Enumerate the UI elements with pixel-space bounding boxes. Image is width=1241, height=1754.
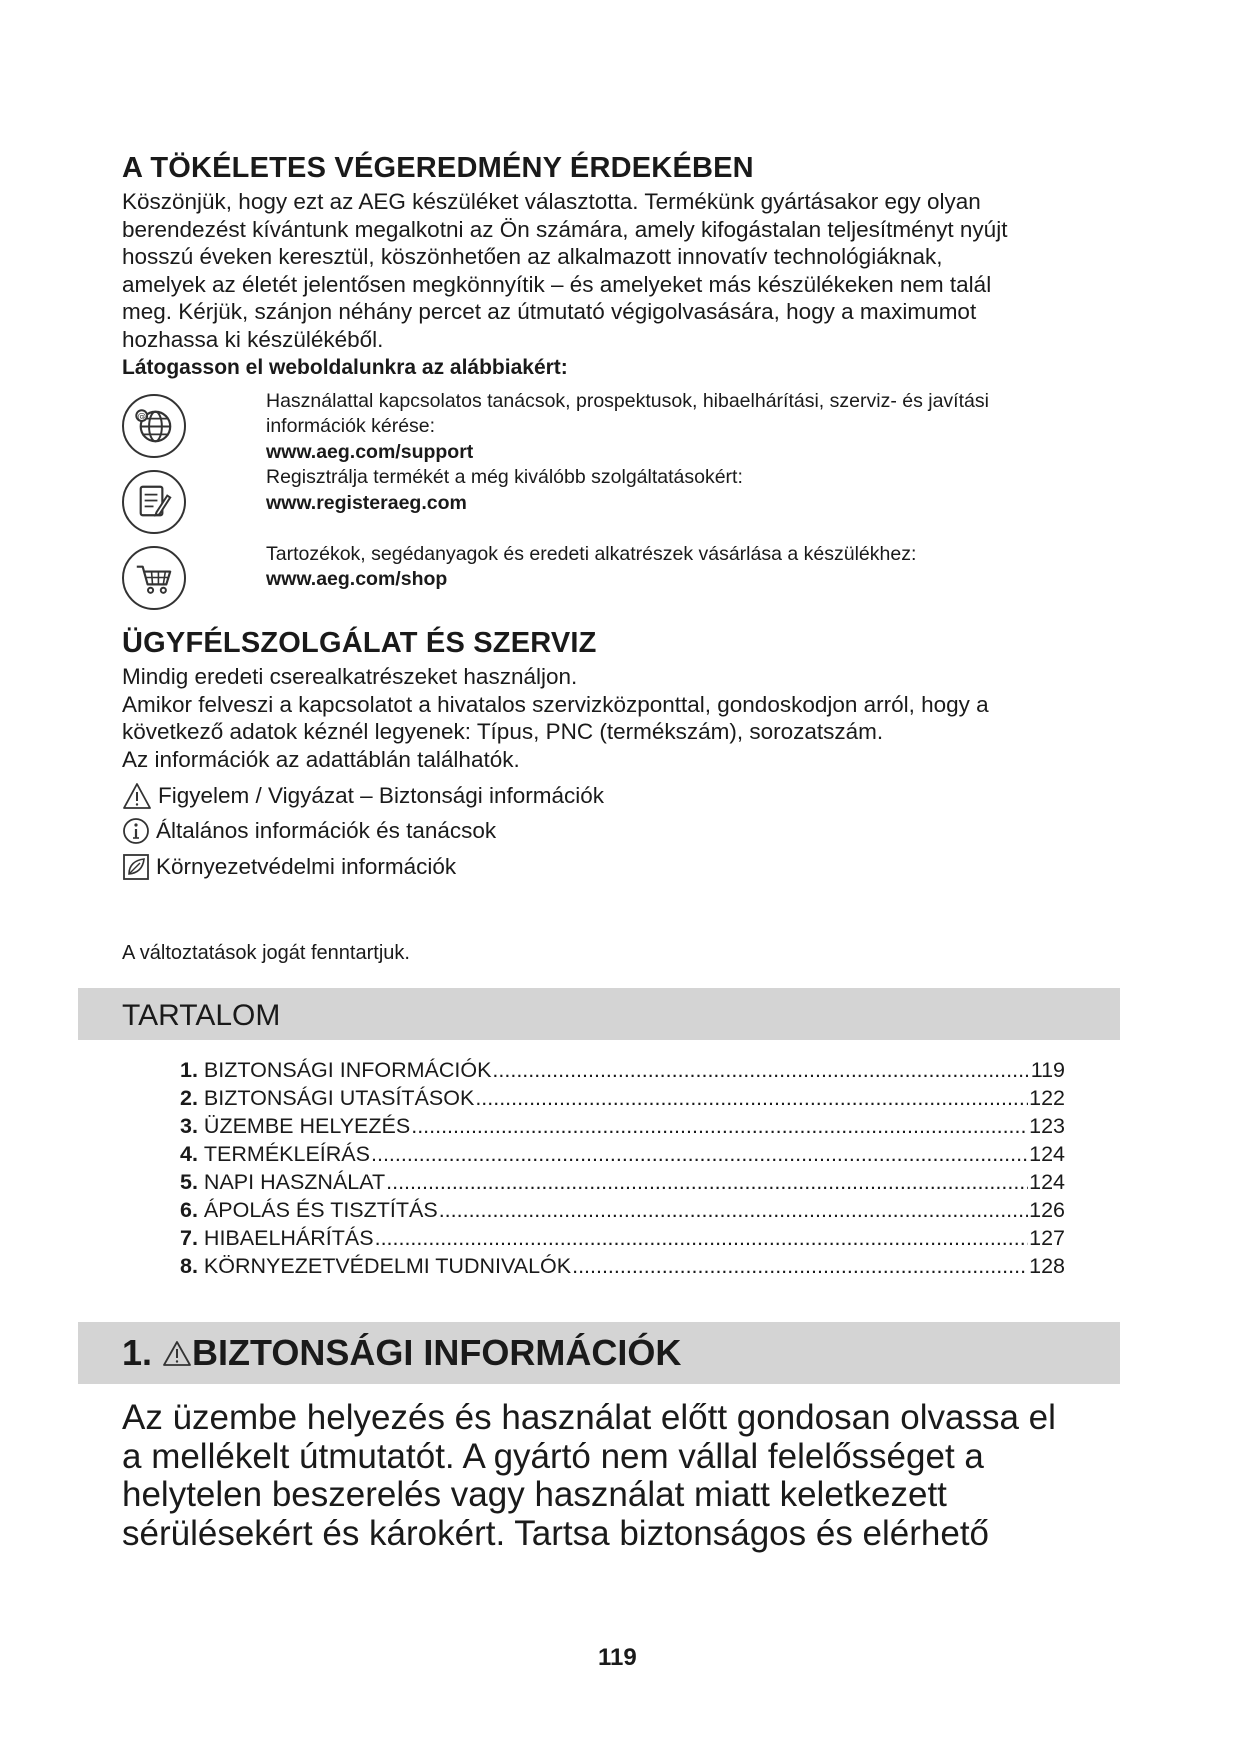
- toc-item-page: 124: [1029, 1170, 1065, 1194]
- toc-item-number: 3.: [180, 1114, 198, 1138]
- toc-item[interactable]: [180, 1226, 1065, 1251]
- safety-line: sérülésekért és károkért. Tartsa biztonságos és elérhető: [122, 1513, 990, 1553]
- toc-leader-dots: [375, 1226, 1029, 1251]
- toc-item-page: 128: [1029, 1254, 1065, 1278]
- shop-link[interactable]: www.aeg.com/shop: [266, 568, 448, 590]
- visit-website-label: Látogasson el weboldalunkra az alábbiakért:: [122, 356, 568, 379]
- safety-line: a mellékelt útmutatót. A gyártó nem vállal felelősséget a: [122, 1436, 984, 1476]
- toc-leader-dots: [475, 1086, 1028, 1111]
- toc-item[interactable]: [180, 1198, 1065, 1223]
- safety-line: Az üzembe helyezés és használat előtt gondosan olvassa el: [122, 1398, 1056, 1437]
- register-document-icon: [122, 470, 186, 534]
- service-line: Az információk az adattáblán találhatók.: [122, 746, 520, 772]
- toc-item-page: 124: [1029, 1142, 1065, 1166]
- intro-line: meg. Kérjük, szánjon néhány percet az útmutató végigolvasására, hogy a maximumot: [122, 299, 977, 325]
- toc-item-page: 119: [1030, 1058, 1065, 1082]
- legend-info: [122, 817, 496, 845]
- intro-line: amelyek az életét jelentősen megkönnyítik – és amelyeket más készülékeken nem talál: [122, 271, 992, 297]
- toc-item-number: 1.: [180, 1058, 198, 1082]
- toc-item-label: BIZTONSÁGI UTASÍTÁSOK: [203, 1086, 475, 1110]
- toc-item-label: ÁPOLÁS ÉS TISZTÍTÁS: [203, 1198, 438, 1222]
- toc-item-page: 122: [1029, 1086, 1065, 1110]
- changes-note: A változtatások jogát fenntartjuk.: [122, 942, 410, 964]
- toc-leader-dots: [411, 1114, 1028, 1139]
- safety-heading: [122, 1332, 681, 1374]
- toc-title: TARTALOM: [122, 999, 281, 1032]
- toc-leader-dots: [371, 1142, 1028, 1167]
- intro-line: Köszönjük, hogy ezt az AEG készüléket választotta. Termékünk gyártásakor egy olyan: [122, 189, 981, 214]
- toc-item-label: ÜZEMBE HELYEZÉS: [203, 1114, 411, 1138]
- service-line: Amikor felveszi a kapcsolatot a hivatalos szervizközponttal, gondoskodjon arról, hogy a: [122, 691, 989, 717]
- info-icon: [122, 817, 150, 845]
- warning-triangle-icon: [162, 1339, 192, 1367]
- toc-item[interactable]: [180, 1086, 1065, 1111]
- toc-item[interactable]: [180, 1142, 1065, 1167]
- intro-line: berendezést kívántunk megalkotni az Ön számára, amely kifogástalan teljesítményt nyújt: [122, 216, 1008, 242]
- toc-item-label: HIBAELHÁRÍTÁS: [203, 1226, 374, 1250]
- svg-text:@: @: [137, 412, 147, 423]
- section-heading-service: ÜGYFÉLSZOLGÁLAT ÉS SZERVIZ: [122, 627, 597, 659]
- toc-item-number: 5.: [180, 1170, 198, 1194]
- register-description: Regisztrálja termékét a még kiválóbb szolgáltatásokért:: [266, 466, 743, 488]
- shopping-cart-icon: [122, 546, 186, 610]
- shop-description: Tartozékok, segédanyagok és eredeti alkatrészek vásárlása a készülékhez:: [266, 543, 917, 565]
- safety-heading-number: 1.: [122, 1332, 153, 1373]
- toc-item-number: 8.: [180, 1254, 198, 1278]
- intro-paragraph: [122, 188, 1122, 354]
- toc-item-page: 123: [1029, 1114, 1065, 1138]
- service-line: Mindig eredeti cserealkatrészeket használjon.: [122, 664, 578, 689]
- warning-triangle-icon: [122, 782, 152, 810]
- safety-heading-title: BIZTONSÁGI INFORMÁCIÓK: [192, 1332, 682, 1373]
- legend-environment: [122, 853, 456, 881]
- toc-item-label: NAPI HASZNÁLAT: [203, 1170, 386, 1194]
- legend-warning: [122, 782, 604, 810]
- toc-item-label: KÖRNYEZETVÉDELMI TUDNIVALÓK: [203, 1254, 572, 1278]
- toc-item-number: 6.: [180, 1198, 198, 1222]
- legend-info-text: Általános információk és tanácsok: [156, 818, 497, 843]
- support-link[interactable]: www.aeg.com/support: [266, 441, 474, 463]
- page-number: 119: [598, 1644, 637, 1671]
- toc-item[interactable]: [180, 1170, 1065, 1195]
- intro-line: hozhassa ki készülékéből.: [122, 326, 384, 352]
- toc-item-label: BIZTONSÁGI INFORMÁCIÓK: [203, 1058, 492, 1082]
- service-paragraph: [122, 663, 1122, 773]
- toc-item-page: 126: [1029, 1198, 1065, 1222]
- section-heading-perfect: A TÖKÉLETES VÉGEREDMÉNY ÉRDEKÉBEN: [122, 152, 754, 184]
- safety-line: helytelen beszerelés vagy használat miatt keletkezett: [122, 1475, 947, 1514]
- service-line: következő adatok kéznél legyenek: Típus, PNC (termékszám), sorozatszám.: [122, 719, 884, 745]
- support-description-line: Használattal kapcsolatos tanácsok, prospektusok, hibaelhárítási, szerviz- és javítási: [266, 390, 989, 412]
- support-description: [266, 389, 989, 439]
- toc-leader-dots: [492, 1058, 1029, 1083]
- toc-item-label: TERMÉKLEÍRÁS: [203, 1142, 370, 1166]
- toc-item[interactable]: [180, 1254, 1065, 1279]
- environment-leaf-icon: [122, 853, 150, 881]
- toc-leader-dots: [439, 1198, 1028, 1223]
- toc-item-number: 2.: [180, 1086, 198, 1110]
- toc-item-number: 7.: [180, 1226, 198, 1250]
- toc-leader-dots: [386, 1170, 1028, 1195]
- globe-icon: [122, 394, 186, 458]
- support-description-line: információk kérése:: [266, 415, 436, 437]
- register-link[interactable]: www.registeraeg.com: [266, 492, 467, 514]
- toc-leader-dots: [572, 1254, 1028, 1279]
- legend-warning-text: Figyelem / Vigyázat – Biztonsági információk: [158, 783, 605, 808]
- toc-item[interactable]: [180, 1058, 1065, 1083]
- toc-item-page: 127: [1029, 1226, 1065, 1250]
- legend-environment-text: Környezetvédelmi információk: [156, 854, 457, 879]
- toc-item-number: 4.: [180, 1142, 198, 1166]
- intro-line: hosszú éveken keresztül, köszönhetően az alkalmazott innovatív technológiáknak,: [122, 244, 943, 270]
- safety-paragraph: [122, 1399, 1122, 1553]
- toc-item[interactable]: [180, 1114, 1065, 1139]
